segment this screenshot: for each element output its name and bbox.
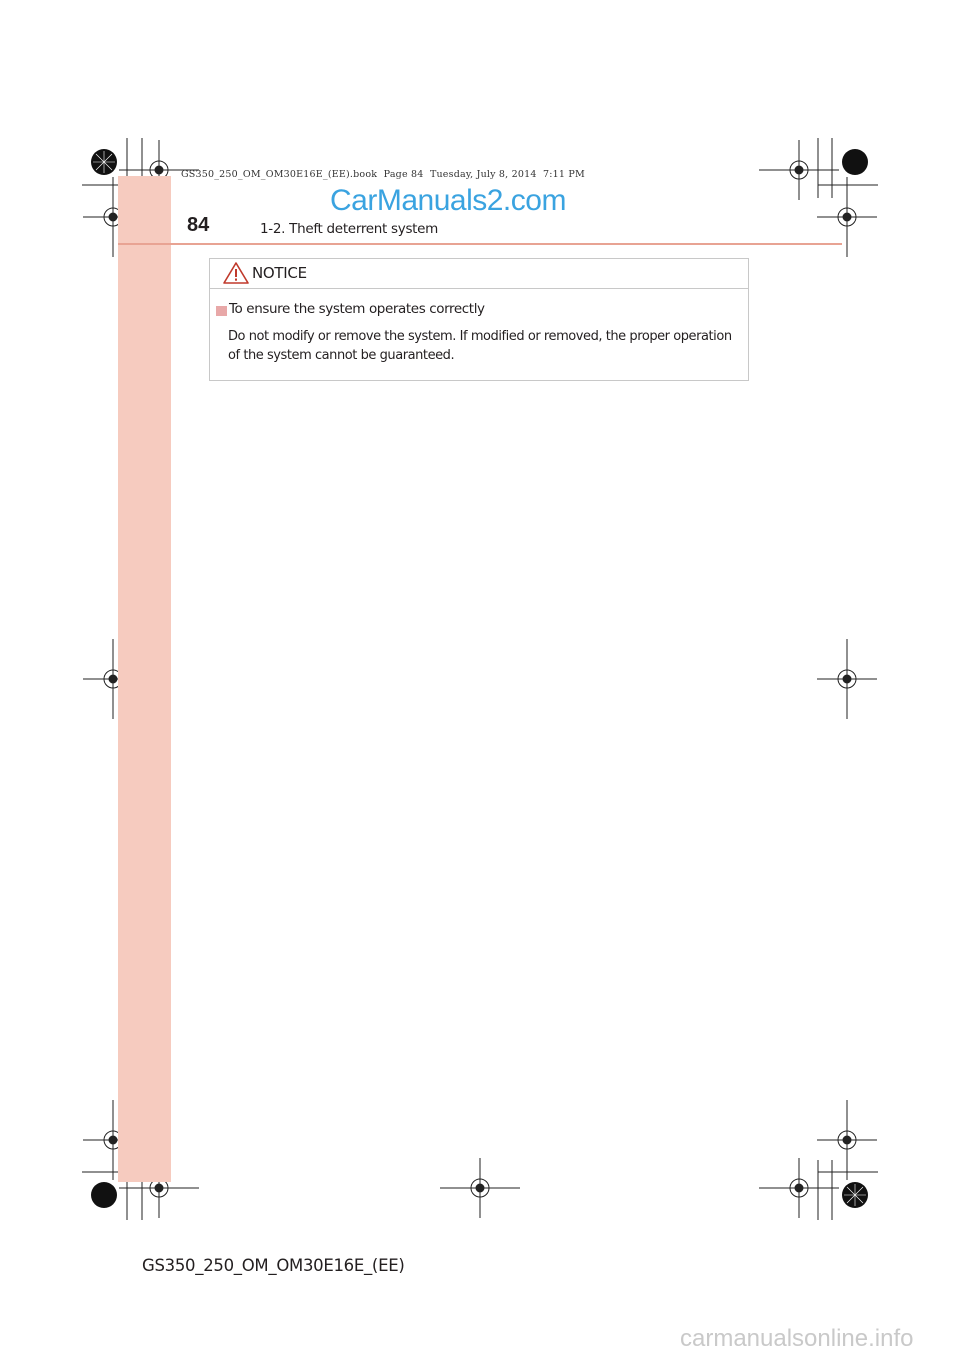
footer-watermark: carmanualsonline.info [680, 1325, 914, 1352]
page-number: 84 [187, 214, 210, 236]
notice-heading: To ensure the system operates correctly [229, 301, 485, 317]
footer-document-code: GS350_250_OM_OM30E16E_(EE) [142, 1256, 405, 1275]
square-bullet-icon [216, 306, 227, 316]
header-rule [118, 243, 842, 245]
warning-triangle-icon [223, 261, 249, 285]
notice-body: Do not modify or remove the system. If modified or removed, the proper operation of the system cannot be guaranteed. [228, 329, 732, 363]
notice-box [209, 258, 749, 381]
chapter-tab [118, 176, 171, 1182]
section-title: 1-2. Theft deterrent system [260, 221, 439, 237]
print-info: GS350_250_OM_OM30E16E_(EE).book Page 84 Tuesday, July 8, 2014 7:11 PM [181, 169, 585, 180]
notice-header [210, 259, 748, 289]
notice-label: NOTICE [252, 264, 307, 282]
watermark-link[interactable]: CarManuals2.com [330, 184, 566, 217]
